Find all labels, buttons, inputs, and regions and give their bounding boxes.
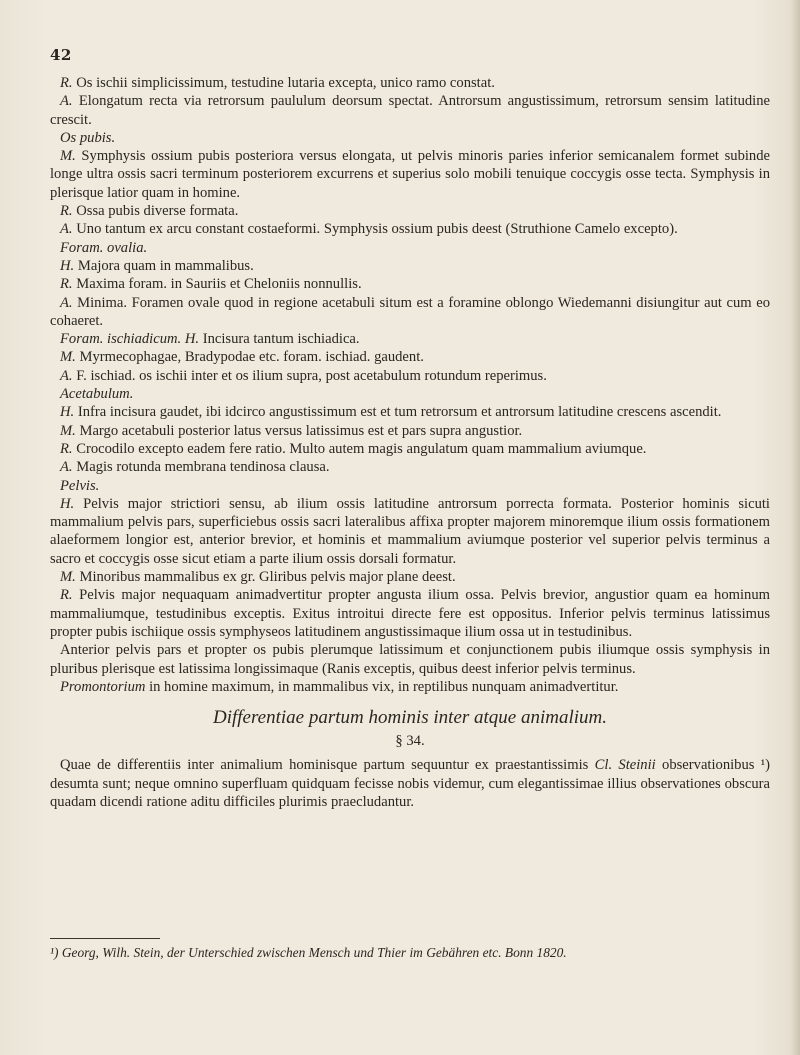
paragraph-label: H. [60,257,75,274]
paragraph-list [50,74,770,696]
paragraph-text: Incisura tantum ischiadica. [202,331,360,348]
paragraph [50,440,770,458]
paragraph [50,74,770,92]
subheading-text: Foram. ovalia. [60,239,148,256]
paragraph-text: Maxima foram. in Sauriis et Cheloniis nonnullis. [76,276,362,293]
footnote-marker: ¹) [50,945,59,960]
paragraph [50,257,770,275]
paragraph [50,403,770,421]
paragraph-text: Symphysis ossium pubis posteriora versus elongata, ut pelvis minoris paries inferior semicanalem formet subinde longe ultra ossis sacri terminum posteriorem excurrens et superius solo mobili tenuique coccygis osse tecta. Symphysis in plerisque latior quam in homine. [50,148,770,201]
paragraph [50,495,770,568]
paragraph-text: Minima. Foramen ovale quod in regione acetabuli situm est a foramine oblongo Wiedemanni disiungitur aut cum eo cohaeret. [50,294,770,329]
paragraph-text: Magis rotunda membrana tendinosa clausa. [76,459,330,476]
paragraph [50,586,770,641]
paragraph-text: Uno tantum ex arcu constant costaeformi. Symphysis ossium pubis deest (Struthione Camelo excepto). [76,221,678,238]
paragraph-label: M. [60,569,76,586]
paragraph-label: H. [60,404,75,421]
paragraph [50,147,770,202]
footnote-rule [50,938,160,939]
paragraph-label: M. [60,148,76,165]
paragraph [50,678,770,696]
subheading-text: Acetabulum. [60,386,134,403]
section-paragraph-pre: Quae de differentiis inter animalium hominisque partum sequuntur ex praestantissimis [60,757,589,774]
paragraph-label: R. [60,587,73,604]
footnote-text: Georg, Wilh. Stein, der Unterschied zwischen Mensch und Thier im Gebähren etc. Bonn 1820. [61,945,567,960]
paragraph [50,275,770,293]
paragraph [50,294,770,331]
subheading [50,385,770,403]
paragraph-text: Margo acetabuli posterior latus versus latissimus est et pars supra angustior. [79,422,523,439]
paragraph-label: A. [60,93,73,110]
paragraph [50,348,770,366]
paragraph-label: A. [60,221,73,238]
paragraph [50,422,770,440]
paragraph-label: H. [184,331,200,348]
paragraph [50,330,770,348]
paragraph-label: H. [60,495,75,512]
section-paragraph [50,756,770,811]
paragraph-text: Anterior pelvis pars et propter os pubis plerumque latissimum et conjunctionem pubis iliumque ossis symphysis in pluribus plerisque est latissima longissimaque (Ranis exceptis, quibus deest inferior pelvis terminus. [50,642,770,677]
footnote [50,944,770,962]
subheading [50,129,770,147]
paragraph [50,220,770,238]
subheading-text: Os pubis. [60,129,116,146]
subheading-text: Pelvis. [60,477,100,494]
paragraph-text: Elongatum recta via retrorsum paululum deorsum spectat. Antrorsum angustissimum, retrorsum sensim latitudine crescit. [50,93,770,128]
paragraph [50,202,770,220]
paragraph-label: A. [60,459,73,476]
section-heading: Differentiae partum hominis inter atque animalium. [212,707,608,729]
page-number: 42 [50,46,72,64]
paragraph-label: R. [60,440,73,457]
paragraph-text: Os ischii simplicissimum, testudine lutaria excepta, unico ramo constat. [76,75,495,91]
paragraph-label: R. [60,75,73,91]
paragraph [50,367,770,385]
paragraph-text: Majora quam in mammalibus. [77,257,254,274]
paragraph-label: R. [60,203,73,220]
paragraph-text: Crocodilo excepto eadem fere ratio. Multo autem magis angulatum quam mammalium aviumque. [76,440,647,457]
paragraph [50,641,770,678]
paragraph-text: Myrmecophagae, Bradypodae etc. foram. ischiad. gaudent. [79,349,424,366]
main-text [50,74,770,811]
paragraph-text: Infra incisura gaudet, ibi idcirco angustissimum est et tum retrorsum et antrorsum latitudine crescens ascendit. [77,404,722,421]
paragraph-text: Pelvis major strictiori sensu, ab ilium ossis latitudine antrorsum porrecta formata. Posterior hominis sicuti mammalium pelvis pars, superficiebus ossis sacri lateralibus affixa propter majorem minoremque ilium ossis formationem alaeformem longior est, anterior brevior, et hominis et mammalium aviumque posterior vel superior pelvis terminus a sacro et coccygis osse sicut etiam a parte ilium ossis dorsali formatur. [50,495,770,567]
paragraph-text: in homine maximum, in mammalibus vix, in reptilibus nunquam animadvertitur. [149,678,619,695]
page-edge-shadow [790,0,800,1055]
subheading [50,477,770,495]
paragraph [50,568,770,586]
section-number: § 34. [395,733,425,750]
paragraph-text: Minoribus mammalibus ex gr. Gliribus pelvis major plane deest. [79,569,456,586]
inline-term: Promontorium [60,678,146,695]
paragraph-text: Ossa pubis diverse formata. [76,203,239,220]
paragraph-label: M. [60,422,76,439]
paragraph-label: R. [60,276,73,293]
paragraph-label: A. [60,294,73,311]
paragraph [50,92,770,129]
subheading [50,239,770,257]
paragraph-label: M. [60,349,76,366]
paragraph [50,458,770,476]
section-paragraph-post: observationibus ¹) desumta sunt; neque omnino superfluam quidquam fecisse nobis videmur, cum elegantissimae illius observationes obscura quadam dicendi ratione aditu difficiles plurimis praecludantur. [50,757,770,810]
subheading-text: Foram. ischiadicum. [60,331,182,348]
paragraph-text: Pelvis major nequaquam animadvertitur propter angusta ilium ossa. Pelvis brevior, angustior quam ea hominum mammaliumque, testudinibus exceptis. Exitus introitui directe fere est oppositus. Inferior pelvis terminus latissimus propter pubis ischiique ossis symphyseos latitudinem angustissimaque ilium ossa ut in testudinibus. [50,587,770,640]
paragraph-text: F. ischiad. os ischii inter et os ilium supra, post acetabulum rotundum reperimus. [76,367,547,384]
paragraph-label: A. [60,367,73,384]
cited-author: Cl. Steinii [594,757,656,774]
